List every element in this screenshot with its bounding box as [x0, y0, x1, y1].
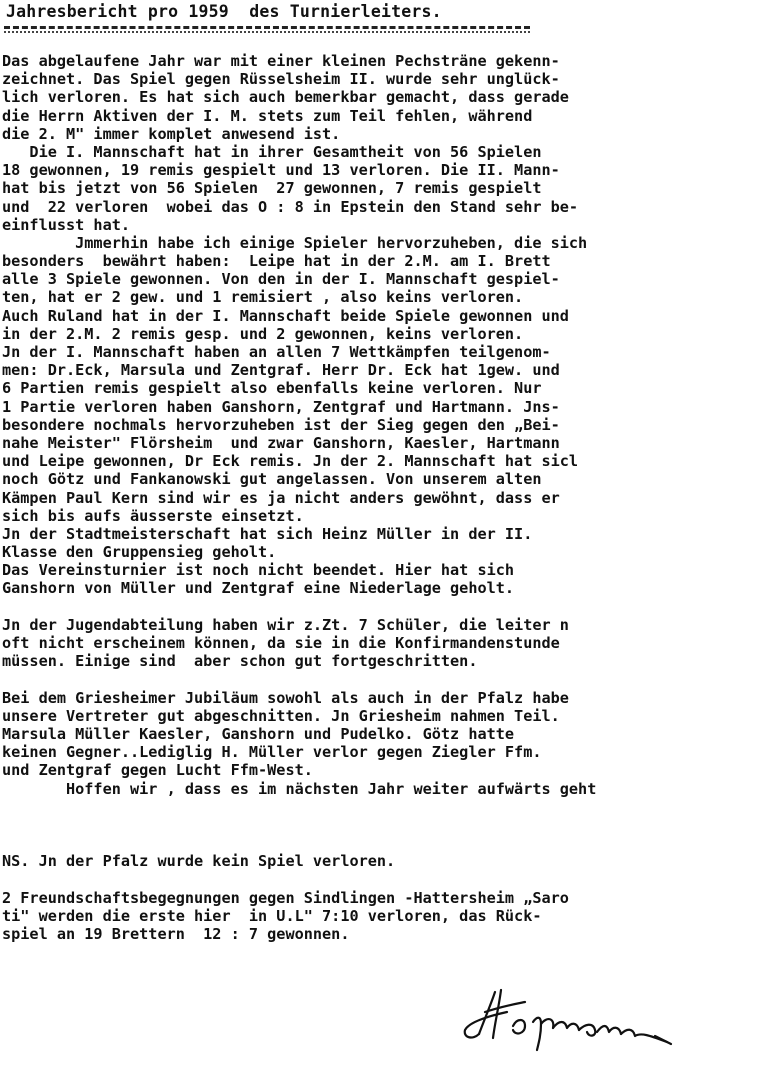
text-line: hat bis jetzt von 56 Spielen 27 gewonnen, 7 remis gespielt [2, 179, 542, 198]
paragraph-gap [2, 816, 768, 834]
paragraph-gap [2, 798, 768, 816]
text-line: ten, hat er 2 gew. und 1 remisiert , also keins verloren. [2, 288, 524, 307]
text-line: die 2. M" immer komplet anwesend ist. [2, 124, 341, 143]
text-line: men: Dr.Eck, Marsula und Zentgraf. Herr Dr. Eck hat 1gew. und [2, 361, 560, 380]
text-line: Bei dem Griesheimer Jubiläum sowohl als auch in der Pfalz habe [2, 688, 569, 707]
text-line: und 22 verloren wobei das O : 8 in Epstein den Stand sehr be- [2, 197, 579, 216]
text-line: Das abgelaufene Jahr war mit einer kleinen Pechsträne gekenn- [2, 52, 560, 70]
text-line: einflusst hat. [2, 215, 131, 234]
text-line: müssen. Einige sind aber schon gut fortgeschritten. [2, 652, 478, 671]
title-underline [4, 26, 530, 29]
title-underline-secondary [4, 31, 530, 33]
text-line: 1 Partie verloren haben Ganshorn, Zentgraf und Hartmann. Jns- [2, 397, 560, 416]
text-line: lich verloren. Es hat sich auch bemerkbar gemacht, dass gerade [2, 88, 569, 107]
text-line: besondere nochmals hervorzuheben ist der Sieg gegen den „Bei- [2, 415, 560, 434]
paragraph [2, 52, 768, 598]
document-title: Jahresbericht pro 1959 des Turnierleiters. [6, 2, 442, 21]
paragraph [2, 616, 768, 671]
text-line: Jn der I. Mannschaft haben an allen 7 Wettkämpfen teilgenom- [2, 343, 551, 361]
text-line: zeichnet. Das Spiel gegen Rüsselsheim II. wurde sehr unglück- [2, 70, 560, 89]
text-line: keinen Gegner..Lediglig H. Müller verlor gegen Ziegler Ffm. [2, 743, 542, 762]
paragraph-gap [2, 870, 768, 888]
paragraph-gap [2, 670, 768, 688]
text-line: Jmmerhin habe ich einige Spieler hervorzuheben, die sich [2, 233, 588, 252]
paragraph [2, 852, 768, 870]
text-line: alle 3 Spiele gewonnen. Von den in der I. Mannschaft gespiel- [2, 270, 560, 289]
text-line: Auch Ruland hat in der I. Mannschaft beide Spiele gewonnen und [2, 306, 569, 325]
text-line: sich bis aufs äusserste einsetzt. [2, 506, 304, 525]
paragraph-gap [2, 598, 768, 616]
text-line: besonders bewährt haben: Leipe hat in der 2.M. am I. Brett [2, 252, 551, 271]
handwritten-signature [455, 982, 685, 1062]
text-line: Ganshorn von Müller und Zentgraf eine Niederlage geholt. [2, 579, 515, 598]
text-line: NS. Jn der Pfalz wurde kein Spiel verloren. [2, 852, 396, 871]
text-line: unsere Vertreter gut abgeschnitten. Jn Griesheim nahmen Teil. [2, 706, 560, 725]
text-line: Jn der Jugendabteilung haben wir z.Zt. 7 Schüler, die leiter n [2, 615, 569, 634]
paragraph [2, 689, 768, 798]
text-line: nahe Meister" Flörsheim und zwar Ganshorn, Kaesler, Hartmann [2, 433, 560, 452]
text-line: Jn der Stadtmeisterschaft hat sich Heinz Müller in der II. [2, 524, 533, 543]
text-line: Das Vereinsturnier ist noch nicht beendet. Hier hat sich [2, 561, 515, 580]
text-line: die Herrn Aktiven der I. M. stets zum Teil fehlen, während [2, 106, 533, 125]
text-line: 18 gewonnen, 19 remis gespielt und 13 verloren. Die II. Mann- [2, 161, 560, 180]
text-line: Die I. Mannschaft hat in ihrer Gesamtheit von 56 Spielen [2, 142, 542, 161]
text-line: noch Götz und Fankanowski gut angelassen. Von unserem alten [2, 470, 542, 489]
text-line: Marsula Müller Kaesler, Ganshorn und Pudelko. Götz hatte [2, 724, 515, 743]
paragraph-gap [2, 834, 768, 852]
text-line: ti" werden die erste hier in U.L" 7:10 verloren, das Rück- [2, 906, 542, 925]
text-line: Kämpen Paul Kern sind wir es ja nicht anders gewöhnt, dass er [2, 488, 560, 507]
text-line: oft nicht erscheinem können, da sie in die Konfirmandenstunde [2, 634, 560, 652]
text-line: Klasse den Gruppensieg geholt. [2, 543, 277, 562]
text-line: 6 Partien remis gespielt also ebenfalls keine verloren. Nur [2, 379, 542, 398]
paragraph [2, 889, 768, 944]
text-line: und Zentgraf gegen Lucht Ffm-West. [2, 761, 313, 780]
text-line: Hoffen wir , dass es im nächsten Jahr weiter aufwärts geht [2, 779, 597, 798]
report-body [2, 52, 768, 943]
text-line: in der 2.M. 2 remis gesp. und 2 gewonnen, keins verloren. [2, 324, 524, 343]
text-line: spiel an 19 Brettern 12 : 7 gewonnen. [2, 925, 350, 943]
text-line: 2 Freundschaftsbegegnungen gegen Sindlingen -Hattersheim „Saro [2, 888, 569, 907]
text-line: und Leipe gewonnen, Dr Eck remis. Jn der 2. Mannschaft hat sicl [2, 452, 579, 471]
